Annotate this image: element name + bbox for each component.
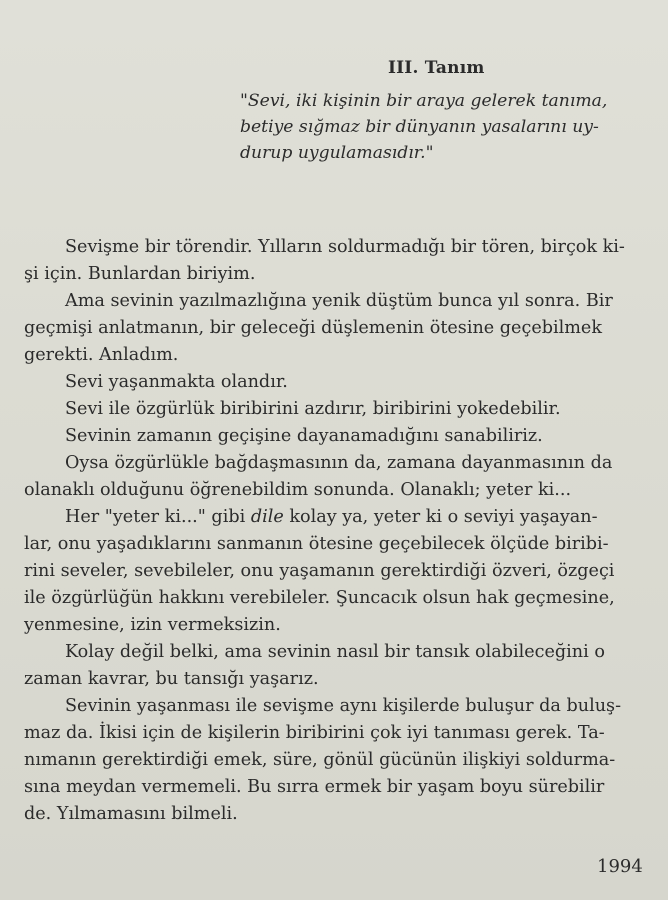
- body-line: Sevinin zamanın geçişine dayanamadığını sanabiliriz.: [65, 426, 543, 446]
- body-line: Sevi yaşanmakta olandır.: [65, 372, 288, 392]
- chapter-title: III. Tanım: [388, 58, 485, 78]
- epigraph-line: durup uygulamasıdır.": [240, 143, 434, 163]
- body-line: geçmişi anlatmanın, bir geleceği düşlemenin ötesine geçebilmek: [24, 318, 603, 338]
- body-line: rini seveler, sevebileler, onu yaşamanın gerektirdiği özveri, özgeçi: [24, 561, 615, 581]
- body-line: Ama sevinin yazılmazlığına yenik düştüm bunca yıl sonra. Bir: [65, 291, 613, 311]
- body-line: gerekti. Anladım.: [24, 345, 179, 365]
- body-text: [0, 234, 668, 828]
- body-line: olanaklı olduğunu öğrenebildim sonunda. Olanaklı; yeter ki...: [24, 480, 572, 500]
- epigraph: [240, 88, 640, 166]
- epigraph-line: betiye sığmaz bir dünyanın yasalarını uy-: [240, 117, 599, 137]
- body-line: Kolay değil belki, ama sevinin nasıl bir tansık olabileceğini o: [65, 642, 605, 662]
- body-line-mixed: [0, 504, 668, 531]
- body-line: Sevi ile özgürlük biribirini azdırır, biribirini yokedebilir.: [65, 399, 561, 419]
- page-number: 1994: [597, 856, 643, 877]
- body-line: lar, onu yaşadıklarını sanmanın ötesine geçebilecek ölçüde biribi-: [24, 534, 609, 554]
- body-line: sına meydan vermemeli. Bu sırra ermek bir yaşam boyu sürebilir: [24, 777, 605, 797]
- body-line: Sevişme bir törendir. Yılların soldurmadığı bir tören, birçok ki-: [65, 237, 625, 257]
- body-line: şi için. Bunlardan biriyim.: [24, 264, 256, 284]
- body-line: maz da. İkisi için de kişilerin biribirini çok iyi tanıması gerek. Ta-: [24, 723, 605, 743]
- body-line: nımanın gerektirdiği emek, süre, gönül gücünün ilişkiyi soldurma-: [24, 750, 616, 770]
- body-line: de. Yılmamasını bilmeli.: [24, 804, 238, 824]
- body-line: Oysa özgürlükle bağdaşmasının da, zamana dayanmasının da: [65, 453, 613, 473]
- body-line: yenmesine, izin vermeksizin.: [24, 615, 281, 635]
- body-text-span: Her "yeter ki..." gibi: [65, 507, 251, 527]
- italic-word: dile: [250, 507, 284, 527]
- body-line: Sevinin yaşanması ile sevişme aynı kişilerde buluşur da buluş-: [65, 696, 622, 716]
- body-line: zaman kavrar, bu tansığı yaşarız.: [24, 669, 319, 689]
- epigraph-line: "Sevi, iki kişinin bir araya gelerek tanıma,: [240, 91, 608, 111]
- body-line: ile özgürlüğün hakkını verebileler. Şuncacık olsun hak geçmesine,: [24, 588, 615, 608]
- body-text-span: kolay ya, yeter ki o seviyi yaşayan-: [283, 507, 598, 527]
